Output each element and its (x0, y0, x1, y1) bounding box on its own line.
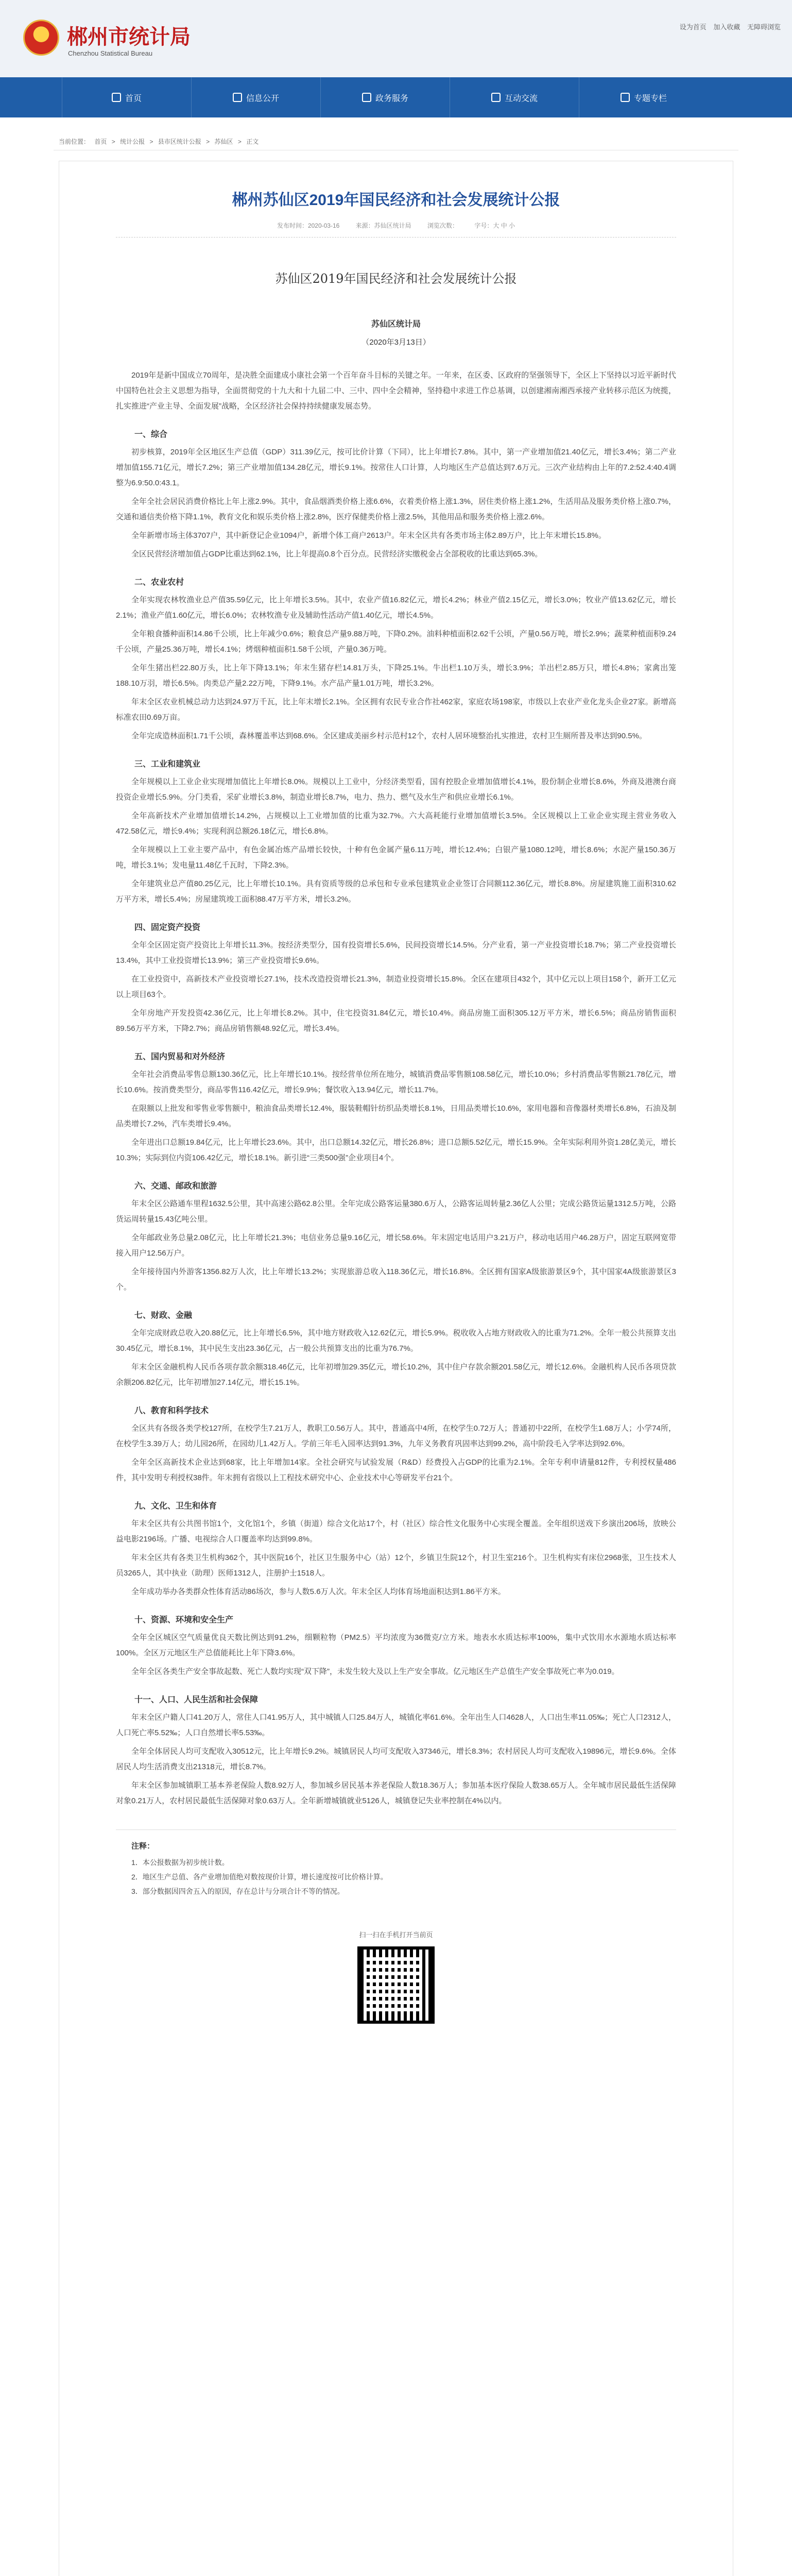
body-paragraph: 初步核算，2019年全区地区生产总值（GDP）311.39亿元，按可比价计算（下同），比上年增长7.8%。其中，第一产业增加值21.40亿元，增长3.4%；第二产业增加值155.71亿元，增长7.2%；第三产业增加值134.28亿元，增长9.1%。按常住人口计算，人均地区生产总值达到7.6万元。三次产业结构由上年的7.2:52.4:40.4调整为6.9:50.0:43.1。 (116, 448, 676, 487)
info-icon (233, 93, 242, 102)
body-paragraph: 年末全区金融机构人民币各项存款余额318.46亿元，比年初增加29.35亿元，增长10.2%，其中住户存款余额201.58亿元，增长12.6%。金融机构人民币各项贷款余额206.82亿元，比年初增加27.14亿元，增长15.1%。 (116, 1363, 676, 1387)
body-paragraph: 全年新增市场主体3707户，其中新登记企业1094户，新增个体工商户2613户。年末全区共有各类市场主体2.89万户，比上年末增长15.8%。 (131, 531, 606, 540)
nav-info-public[interactable] (191, 77, 320, 117)
body-paragraph: 全区共有各级各类学校127所，在校学生7.21万人，教职工0.56万人。其中，普通高中4所，在校学生0.72万人；普通初中22所，在校学生1.68万人；小学74所，在校学生3.39万人；幼儿园26所，在园幼儿1.42万人。学前三年毛入园率达到91.3%，九年义务教育巩固率达到99.2%，高中阶段毛入学率达到92.6%。 (116, 1424, 676, 1448)
intro-paragraph: 2019年是新中国成立70周年，是决胜全面建成小康社会第一个百年奋斗目标的关键之年。一年来，在区委、区政府的坚强领导下，全区上下坚持以习近平新时代中国特色社会主义思想为指导，全面贯彻党的十九大和十九届二中、三中、四中全会精神，坚持稳中求进工作总基调，以创建湘南湘西承接产业转移示范区为统揽，扎实推进“产业主导、全面发展”战略，全区经济社会保持持续健康发展态势。 (116, 371, 676, 411)
body-paragraph: 在工业投资中，高新技术产业投资增长27.1%，技术改造投资增长21.3%，制造业投资增长15.8%。全区在建项目432个，其中亿元以上项目158个，新开工亿元以上项目63个。 (116, 975, 676, 999)
note-item: 2．地区生产总值、各产业增加值绝对数按现价计算，增长速度按可比价格计算。 (131, 1873, 388, 1881)
set-homepage-link[interactable]: 设为首页 (679, 23, 707, 31)
nav-label: 首页 (125, 94, 142, 103)
add-favorite-link[interactable]: 加入收藏 (713, 23, 741, 31)
body-paragraph: 全年建筑业总产值80.25亿元，比上年增长10.1%。具有资质等级的总承包和专业承包建筑业企业签订合同额112.36亿元，增长8.8%。房屋建筑施工面积310.62万平方米，增长5.4%；房屋建筑竣工面积88.47万平方米，增长3.2%。 (116, 879, 676, 904)
section-heading: 二、农业农村 (134, 578, 184, 587)
note-item: 3．部分数据因四舍五入的原因，存在总计与分项合计不等的情况。 (131, 1887, 345, 1895)
accessibility-link[interactable]: 无障碍浏览 (747, 23, 781, 31)
breadcrumb-home[interactable]: 首页 (94, 138, 107, 145)
qr-caption: 扫一扫在手机打开当前页 (359, 1931, 433, 1939)
site-title[interactable]: 郴州市统计局 (67, 25, 191, 49)
article (59, 161, 733, 2576)
body-paragraph: 年末全区户籍人口41.20万人，常住人口41.95万人，其中城镇人口25.84万人，城镇化率61.6%。全年出生人口4628人，人口出生率11.05‰；死亡人口2312人，人口死亡率5.52‰；人口自然增长率5.53‰。 (116, 1713, 676, 1737)
nav-label: 信息公开 (246, 94, 279, 103)
body-paragraph: 全年实现农林牧渔业总产值35.59亿元，比上年增长3.5%。其中，农业产值16.82亿元，增长4.2%；林业产值2.15亿元，增长3.0%；牧业产值13.62亿元，增长2.1%；渔业产值1.60亿元，增长6.0%；农林牧渔专业及辅助性活动产值1.40亿元，增长4.5%。 (116, 596, 676, 620)
section-heading: 五、国内贸易和对外经济 (134, 1053, 226, 1061)
body-paragraph: 全年全体居民人均可支配收入30512元，比上年增长9.2%。城镇居民人均可支配收入37346元，增长8.3%；农村居民人均可支配收入19896元，增长9.6%。全体居民人均生活消费支出21318元，增长8.7%。 (116, 1747, 676, 1771)
breadcrumb-county[interactable]: 县市区统计公报 (158, 138, 201, 145)
section-heading: 十一、人口、人民生活和社会保障 (134, 1696, 259, 1704)
site-subtitle: Chenzhou Statistical Bureau (68, 49, 153, 57)
section-heading: 三、工业和建筑业 (134, 760, 201, 769)
body-paragraph: 全年规模以上工业主要产品中，有色金属冶炼产品增长较快，十种有色金属产量6.11万吨，增长12.4%；白银产量1080.12吨，增长8.6%；水泥产量150.36万吨，增长3.1%；发电量11.48亿千瓦时，下降2.3%。 (116, 845, 676, 870)
section-heading: 十、资源、环境和安全生产 (134, 1616, 234, 1624)
national-emblem-icon (23, 20, 59, 56)
top-links (675, 22, 781, 31)
notes (116, 1829, 676, 1899)
body-paragraph: 在限额以上批发和零售业零售额中，粮油食品类增长12.4%，服装鞋帽针纺织品类增长8.1%，日用品类增长10.6%，家用电器和音像器材类增长6.8%，石油及制品类增长7.2%，汽车类增长9.4%。 (116, 1104, 676, 1128)
article-title: 郴州苏仙区2019年国民经济和社会发展统计公报 (232, 192, 560, 209)
body-paragraph: 全年房地产开发投资42.36亿元，比上年增长8.2%。其中，住宅投资31.84亿元，增长10.4%。商品房施工面积305.12万平方米，增长6.5%；商品房销售面积89.56万平方米，下降2.7%；商品房销售额48.92亿元，增长3.4%。 (116, 1009, 676, 1033)
notes-title: 注释： (131, 1842, 155, 1851)
body-paragraph: 全年完成造林面积1.71千公顷，森林覆盖率达到68.6%。全区建成美丽乡村示范村12个，农村人居环境整治扎实推进，农村卫生厕所普及率达到90.5%。 (131, 732, 647, 740)
breadcrumb-sep: > (237, 138, 242, 145)
section-heading: 九、文化、卫生和体育 (134, 1502, 217, 1511)
article-body (116, 428, 676, 1809)
body-paragraph: 全年完成财政总收入20.88亿元，比上年增长6.5%，其中地方财政收入12.62亿元，增长5.9%。税收收入占地方财政收入的比重为71.2%。全年一般公共预算支出30.45亿元，增长8.1%，其中民生支出23.36亿元，占一般公共预算支出的比重为76.7%。 (116, 1329, 676, 1353)
body-paragraph: 年末全区参加城镇职工基本养老保险人数8.92万人，参加城乡居民基本养老保险人数18.36万人；参加基本医疗保险人数38.65万人。全年城市居民最低生活保障对象0.21万人，农村居民最低生活保障对象0.63万人。全年新增城镇就业5126人，城镇登记失业率控制在4%以内。 (116, 1781, 676, 1805)
site-header (0, 0, 792, 77)
topic-icon (621, 93, 630, 102)
body-paragraph: 全年邮政业务总量2.08亿元，比上年增长21.3%；电信业务总量9.16亿元，增长58.6%。年末固定电话用户3.21万户，移动电话用户46.28万户，固定互联网宽带接入用户12.56万户。 (116, 1233, 676, 1258)
chat-icon (491, 93, 501, 102)
body-paragraph: 年末全区公路通车里程1632.5公里，其中高速公路62.8公里。全年完成公路客运量380.6万人，公路客运周转量2.36亿人公里；完成公路货运量1312.5万吨，公路货运周转量15.43亿吨公里。 (116, 1199, 676, 1224)
body-paragraph: 全年全区高新技术企业达到68家，比上年增加14家。全社会研究与试验发展（R&D）经费投入占GDP的比重为2.1%。全年专利申请量812件，专利授权量486件，其中发明专利授权38件。年末拥有省级以上工程技术研究中心、企业技术中心等研发平台21个。 (116, 1458, 676, 1482)
nav-label: 政务服务 (375, 94, 408, 103)
body-paragraph: 全年全区固定资产投资比上年增长11.3%。按经济类型分，国有投资增长5.6%，民间投资增长14.5%。分产业看，第一产业投资增长18.7%；第二产业投资增长13.4%，其中工业投资增长13.9%；第三产业投资增长9.6%。 (116, 941, 676, 965)
body-paragraph: 全年接待国内外游客1356.82万人次，比上年增长13.2%；实现旅游总收入118.36亿元，增长16.8%。全区拥有国家A级旅游景区9个，其中国家4A级旅游景区3个。 (116, 1267, 676, 1292)
main-nav (0, 77, 792, 117)
breadcrumb-current: 正文 (246, 138, 259, 145)
nav-topics[interactable] (579, 77, 708, 117)
body-paragraph: 全年生猪出栏22.80万头，比上年下降13.1%；年末生猪存栏14.81万头，下降25.1%。牛出栏1.10万头，增长3.9%；羊出栏2.85万只，增长4.8%；家禽出笼188.10万羽，增长6.5%。肉类总产量2.22万吨，下降9.1%。水产品产量1.01万吨，增长3.2%。 (116, 664, 676, 688)
view-count: 浏览次数： (427, 222, 459, 229)
body-paragraph: 全年高新技术产业增加值增长14.2%，占规模以上工业增加值的比重为32.7%。六大高耗能行业增加值增长3.5%。全区规模以上工业企业实现主营业务收入472.58亿元，增长9.4%；实现利润总额26.18亿元，增长6.8%。 (116, 811, 676, 836)
body-paragraph: 全年全区各类生产安全事故起数、死亡人数均实现“双下降”，未发生较大及以上生产安全事故。亿元地区生产总值生产安全事故死亡率为0.019。 (131, 1667, 619, 1676)
body-paragraph: 全年规模以上工业企业实现增加值比上年增长8.0%。规模以上工业中，分经济类型看，国有控股企业增加值增长4.1%，股份制企业增长8.6%，外商及港澳台商投资企业增长5.9%。分门类看，采矿业增长3.8%，制造业增长8.7%，电力、热力、燃气及水生产和供应业增长6.1%。 (116, 777, 676, 802)
body-paragraph: 年末全区农业机械总动力达到24.97万千瓦，比上年末增长2.1%。全区拥有农民专业合作社462家，家庭农场198家，市级以上农业产业化龙头企业27家。新增高标准农田0.69万亩。 (116, 698, 676, 722)
breadcrumb-sep: > (206, 138, 210, 145)
body-paragraph: 全年粮食播种面积14.86千公顷，比上年减少0.6%；粮食总产量9.88万吨，下降0.2%。油料种植面积2.62千公顷，产量0.56万吨，增长2.9%；蔬菜种植面积9.24千公顷，产量25.36万吨，增长4.1%；烤烟种植面积1.58千公顷，产量0.36万吨。 (116, 630, 676, 654)
body-paragraph: 全年全社会居民消费价格比上年上涨2.9%。其中，食品烟酒类价格上涨6.6%，衣着类价格上涨1.3%，居住类价格上涨1.2%，生活用品及服务类价格上涨0.7%，交通和通信类价格下降1.1%，教育文化和娱乐类价格上涨2.8%，医疗保健类价格上涨2.5%，其他用品和服务类价格上涨2.6%。 (116, 497, 676, 521)
body-paragraph: 全年进出口总额19.84亿元，比上年增长23.6%。其中，出口总额14.32亿元，增长26.8%；进口总额5.52亿元，增长15.9%。全年实际利用外资1.28亿美元，增长10.3%；实际到位内资106.42亿元，增长18.1%。新引进“三类500强”企业项目4个。 (116, 1138, 676, 1162)
publish-time: 发布时间：2020-03-16 (277, 222, 340, 229)
body-paragraph: 全区民营经济增加值占GDP比重达到62.1%，比上年提高0.8个百分点。民营经济实缴税金占全部税收的比重达到65.3%。 (131, 550, 543, 558)
issuer: 苏仙区统计局 (371, 320, 421, 329)
nav-label: 专题专栏 (633, 94, 667, 103)
breadcrumb-sep: > (149, 138, 153, 145)
document-title: 苏仙区2019年国民经济和社会发展统计公报 (275, 272, 517, 286)
breadcrumb-prefix: 当前位置： (59, 138, 90, 145)
source: 来源：苏仙区统计局 (355, 222, 411, 229)
breadcrumb-suxian[interactable]: 苏仙区 (214, 138, 233, 145)
section-heading: 七、财政、金融 (134, 1311, 193, 1320)
breadcrumb-bulletin[interactable]: 统计公报 (120, 138, 145, 145)
nav-gov-service[interactable] (320, 77, 450, 117)
section-heading: 一、综合 (134, 430, 168, 439)
home-icon (112, 93, 121, 102)
qr-code-icon (357, 1946, 435, 2024)
body-paragraph: 全年成功举办各类群众性体育活动86场次，参与人数5.6万人次。年末全区人均体育场地面积达到1.86平方米。 (131, 1587, 506, 1596)
body-paragraph: 全年全区城区空气质量优良天数比例达到91.2%，细颗粒物（PM2.5）平均浓度为36微克/立方米。地表水水质达标率100%，集中式饮用水水源地水质达标率100%。全区万元地区生产总值能耗比上年下降3.6%。 (116, 1633, 676, 1657)
section-heading: 八、教育和科学技术 (134, 1406, 209, 1415)
qr-section (116, 1929, 676, 2024)
body-paragraph: 全年社会消费品零售总额130.36亿元，比上年增长10.1%。按经营单位所在地分，城镇消费品零售额108.58亿元，增长10.0%；乡村消费品零售额21.78亿元，增长10.6%。按消费类型分，商品零售116.42亿元，增长9.9%；餐饮收入13.94亿元，增长11.7%。 (116, 1070, 676, 1094)
body-paragraph: 年末全区共有公共图书馆1个，文化馆1个，乡镇（街道）综合文化站17个，村（社区）综合性文化服务中心实现全覆盖。全年组织送戏下乡演出206场，放映公益电影2196场。广播、电视综合人口覆盖率均达到99.8%。 (116, 1519, 676, 1544)
service-icon (362, 93, 371, 102)
section-heading: 四、固定资产投资 (134, 923, 201, 932)
nav-label: 互动交流 (504, 94, 538, 103)
issue-date: （2020年3月13日） (361, 338, 431, 347)
note-item: 1．本公报数据为初步统计数。 (131, 1858, 229, 1867)
font-size-switch[interactable]: 字号：大 中 小 (474, 222, 515, 229)
nav-home[interactable] (62, 77, 191, 117)
breadcrumb (54, 133, 738, 150)
breadcrumb-sep: > (111, 138, 115, 145)
nav-interaction[interactable] (450, 77, 579, 117)
section-heading: 六、交通、邮政和旅游 (134, 1182, 217, 1191)
body-paragraph: 年末全区共有各类卫生机构362个，其中医院16个，社区卫生服务中心（站）12个，乡镇卫生院12个，村卫生室216个。卫生机构实有床位2968张，卫生技术人员3265人，其中执业（助理）医师1312人，注册护士1518人。 (116, 1553, 676, 1578)
article-meta (116, 221, 676, 238)
